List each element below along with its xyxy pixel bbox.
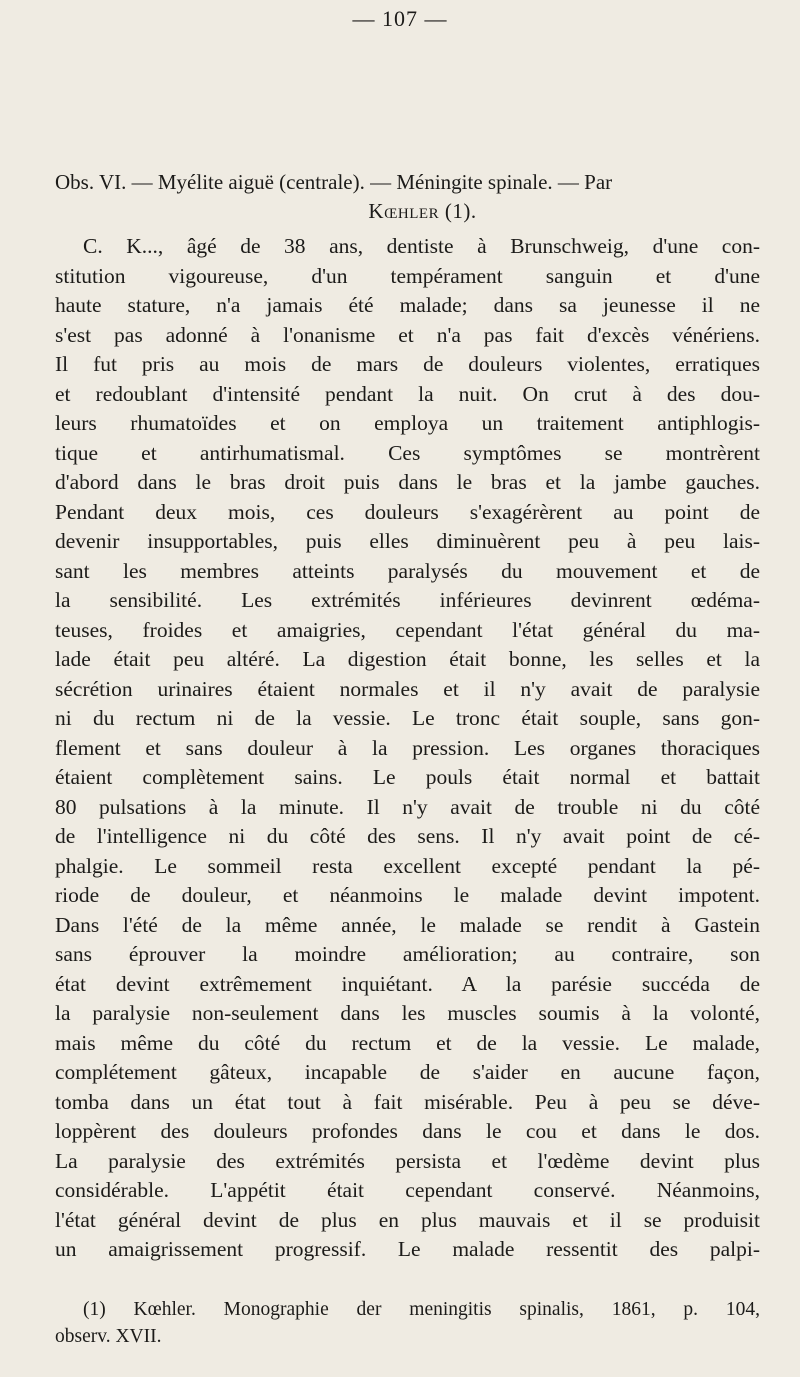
page-number: — 107 —: [352, 6, 448, 31]
text-line: la sensibilité. Les extrémités inférieures devinrent œdéma-: [55, 588, 760, 612]
text-line: d'abord dans le bras droit puis dans le bras et la jambe gauches.: [55, 470, 760, 494]
text-line: haute stature, n'a jamais été malade; dans sa jeunesse il ne: [55, 293, 760, 317]
text-line: la paralysie non-seulement dans les muscles soumis à la volonté,: [55, 1001, 760, 1025]
text-line: s'est pas adonné à l'onanisme et n'a pas fait d'excès vénériens.: [55, 322, 760, 347]
text-line: l'état général devint de plus en plus mauvais et il se produisit: [55, 1207, 760, 1232]
footnote-line-2: observ. XVII.: [55, 1326, 162, 1347]
text-line: phalgie. Le sommeil resta excellent excepté pendant la pé-: [55, 853, 760, 878]
text-line: sécrétion urinaires étaient normales et il n'y avait de paralysie: [55, 676, 760, 701]
text-line: ni du rectum ni de la vessie. Le tronc était souple, sans gon-: [55, 706, 760, 730]
footnote-line-1: (1) Kœhler. Monographie der meningitis spinalis, 1861, p. 104,: [83, 1299, 760, 1320]
text-line: tomba dans un état tout à fait misérable. Peu à peu se déve-: [55, 1089, 760, 1114]
text-line: complétement gâteux, incapable de s'aider en aucune façon,: [55, 1060, 760, 1084]
text-line: leurs rhumatoïdes et on employa un traitement antiphlogis-: [55, 411, 760, 435]
text-line: lade était peu altéré. La digestion était bonne, les selles et la: [55, 647, 760, 671]
observation-heading: [55, 168, 760, 226]
heading-line-1: Obs. VI. — Myélite aiguë (centrale). — Méningite spinale. — Par: [55, 170, 613, 194]
text-line: et redoublant d'intensité pendant la nuit. On crut à des dou-: [55, 381, 760, 406]
text-line: La paralysie des extrémités persista et l'œdème devint plus: [55, 1148, 760, 1173]
text-line: C. K..., âgé de 38 ans, dentiste à Brunschweig, d'une con-: [83, 234, 760, 258]
body-text: [55, 232, 760, 1265]
text-line: Pendant deux mois, ces douleurs s'exagérèrent au point de: [55, 499, 760, 524]
text-line: étaient complètement sains. Le pouls était normal et battait: [55, 765, 760, 789]
text-line: devenir insupportables, puis elles diminuèrent peu à peu lais-: [55, 529, 760, 553]
text-line: sans éprouver la moindre amélioration; au contraire, son: [55, 942, 760, 966]
text-line: état devint extrêmement inquiétant. A la parésie succéda de: [55, 971, 760, 996]
text-line: stitution vigoureuse, d'un tempérament sanguin et d'une: [55, 263, 760, 288]
text-line: flement et sans douleur à la pression. Les organes thoraciques: [55, 735, 760, 760]
text-line: sant les membres atteints paralysés du mouvement et de: [55, 558, 760, 583]
text-line: tique et antirhumatismal. Ces symptômes se montrèrent: [55, 440, 760, 465]
text-line: Il fut pris au mois de mars de douleurs violentes, erratiques: [55, 352, 760, 376]
text-line: mais même du côté du rectum et de la vessie. Le malade,: [55, 1030, 760, 1055]
text-line: considérable. L'appétit était cependant conservé. Néanmoins,: [55, 1178, 760, 1202]
footnote: [55, 1296, 760, 1350]
text-line: 80 pulsations à la minute. Il n'y avait de trouble ni du côté: [55, 794, 760, 819]
text-line: un amaigrissement progressif. Le malade ressentit des palpi-: [55, 1237, 760, 1261]
text-line: de l'intelligence ni du côté des sens. Il n'y avait point de cé-: [55, 824, 760, 848]
text-line: Dans l'été de la même année, le malade se rendit à Gastein: [55, 912, 760, 937]
text-line: teuses, froides et amaigries, cependant l'état général du ma-: [55, 617, 760, 642]
text-line: loppèrent des douleurs profondes dans le cou et dans le dos.: [55, 1119, 760, 1143]
heading-author: Kœhler (1).: [368, 199, 477, 223]
text-line: riode de douleur, et néanmoins le malade devint impotent.: [55, 883, 760, 907]
